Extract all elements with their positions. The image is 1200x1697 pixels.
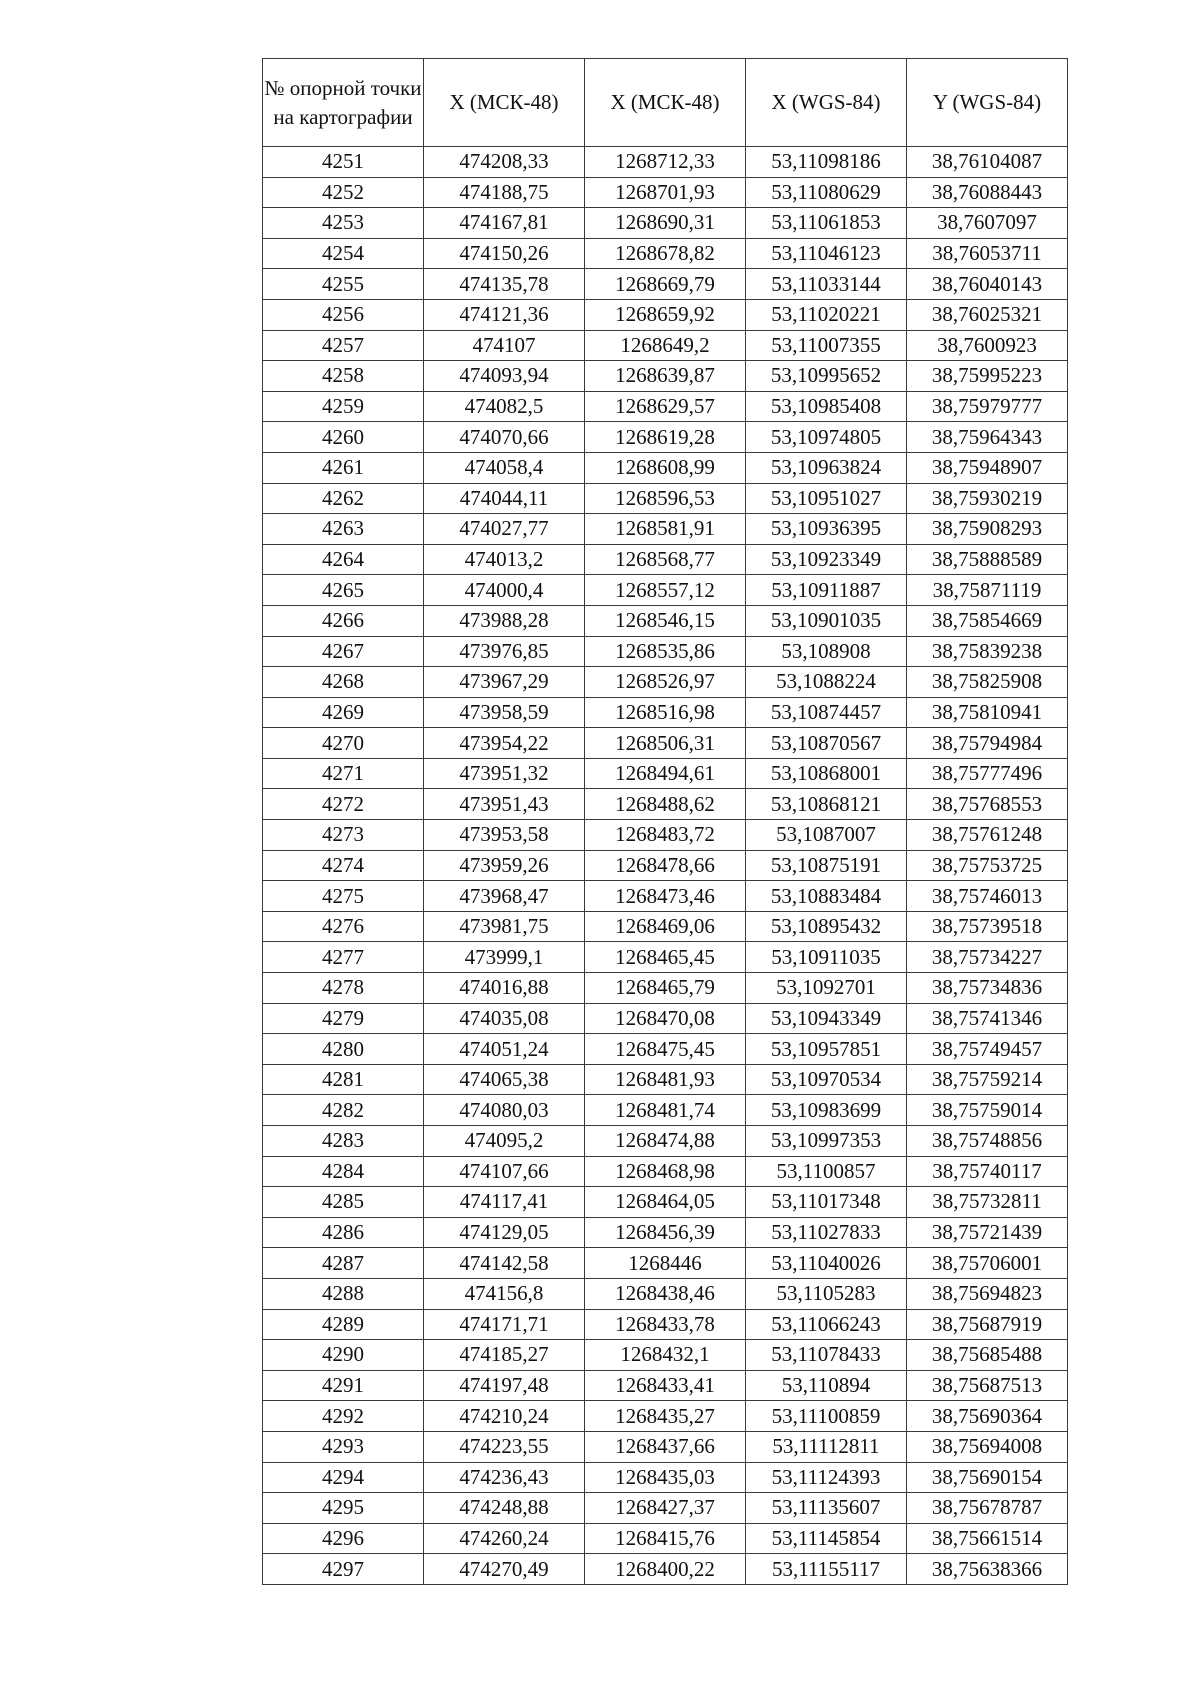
cell-point-number: 4285 <box>263 1187 424 1218</box>
cell-point-number: 4274 <box>263 850 424 881</box>
table-row <box>263 728 1068 759</box>
cell-x-wgs84: 53,11046123 <box>746 238 907 269</box>
cell-y-wgs84: 38,75888589 <box>907 544 1068 575</box>
cell-y-wgs84: 38,76053711 <box>907 238 1068 269</box>
cell-y-wgs84: 38,75741346 <box>907 1003 1068 1034</box>
cell-x-msk48: 474223,55 <box>424 1431 585 1462</box>
cell-x-msk48-second: 1268433,78 <box>585 1309 746 1340</box>
table-row <box>263 391 1068 422</box>
cell-point-number: 4278 <box>263 973 424 1004</box>
cell-x-msk48: 474210,24 <box>424 1401 585 1432</box>
cell-point-number: 4289 <box>263 1309 424 1340</box>
cell-x-wgs84: 53,11100859 <box>746 1401 907 1432</box>
cell-y-wgs84: 38,75948907 <box>907 452 1068 483</box>
cell-x-wgs84: 53,11017348 <box>746 1187 907 1218</box>
cell-point-number: 4255 <box>263 269 424 300</box>
cell-point-number: 4286 <box>263 1217 424 1248</box>
cell-point-number: 4259 <box>263 391 424 422</box>
cell-point-number: 4280 <box>263 1034 424 1065</box>
table-row <box>263 1278 1068 1309</box>
cell-x-wgs84: 53,11033144 <box>746 269 907 300</box>
table-row <box>263 1156 1068 1187</box>
table-row <box>263 1095 1068 1126</box>
cell-point-number: 4291 <box>263 1370 424 1401</box>
table-row <box>263 1493 1068 1524</box>
cell-x-msk48-second: 1268629,57 <box>585 391 746 422</box>
cell-x-wgs84: 53,11080629 <box>746 177 907 208</box>
cell-y-wgs84: 38,75685488 <box>907 1340 1068 1371</box>
cell-x-msk48: 474000,4 <box>424 575 585 606</box>
table-row <box>263 820 1068 851</box>
cell-x-msk48: 474016,88 <box>424 973 585 1004</box>
table-row <box>263 911 1068 942</box>
cell-x-msk48: 474107 <box>424 330 585 361</box>
cell-x-msk48: 474027,77 <box>424 514 585 545</box>
cell-x-msk48: 473976,85 <box>424 636 585 667</box>
cell-x-msk48-second: 1268659,92 <box>585 299 746 330</box>
table-row <box>263 514 1068 545</box>
cell-x-msk48: 474051,24 <box>424 1034 585 1065</box>
table-row <box>263 697 1068 728</box>
cell-point-number: 4279 <box>263 1003 424 1034</box>
cell-y-wgs84: 38,76104087 <box>907 147 1068 178</box>
cell-y-wgs84: 38,75810941 <box>907 697 1068 728</box>
cell-y-wgs84: 38,75638366 <box>907 1554 1068 1585</box>
cell-x-wgs84: 53,11124393 <box>746 1462 907 1493</box>
cell-y-wgs84: 38,75908293 <box>907 514 1068 545</box>
cell-x-msk48-second: 1268712,33 <box>585 147 746 178</box>
cell-x-msk48-second: 1268568,77 <box>585 544 746 575</box>
cell-x-msk48-second: 1268488,62 <box>585 789 746 820</box>
cell-x-msk48-second: 1268483,72 <box>585 820 746 851</box>
cell-x-wgs84: 53,11155117 <box>746 1554 907 1585</box>
cell-x-wgs84: 53,10883484 <box>746 881 907 912</box>
cell-x-msk48-second: 1268639,87 <box>585 361 746 392</box>
cell-x-msk48: 474093,94 <box>424 361 585 392</box>
cell-y-wgs84: 38,75706001 <box>907 1248 1068 1279</box>
cell-x-wgs84: 53,10901035 <box>746 605 907 636</box>
cell-point-number: 4252 <box>263 177 424 208</box>
cell-x-msk48-second: 1268494,61 <box>585 758 746 789</box>
cell-x-wgs84: 53,11007355 <box>746 330 907 361</box>
cell-x-wgs84: 53,10951027 <box>746 483 907 514</box>
cell-y-wgs84: 38,75687513 <box>907 1370 1068 1401</box>
cell-x-msk48-second: 1268432,1 <box>585 1340 746 1371</box>
cell-point-number: 4262 <box>263 483 424 514</box>
cell-x-msk48: 474248,88 <box>424 1493 585 1524</box>
cell-y-wgs84: 38,76025321 <box>907 299 1068 330</box>
cell-x-wgs84: 53,10895432 <box>746 911 907 942</box>
cell-x-msk48: 473953,58 <box>424 820 585 851</box>
cell-x-wgs84: 53,11020221 <box>746 299 907 330</box>
cell-x-wgs84: 53,10997353 <box>746 1126 907 1157</box>
cell-y-wgs84: 38,75734836 <box>907 973 1068 1004</box>
cell-point-number: 4263 <box>263 514 424 545</box>
cell-y-wgs84: 38,75748856 <box>907 1126 1068 1157</box>
table-row <box>263 789 1068 820</box>
cell-x-wgs84: 53,1105283 <box>746 1278 907 1309</box>
cell-x-wgs84: 53,1092701 <box>746 973 907 1004</box>
cell-x-msk48: 473999,1 <box>424 942 585 973</box>
cell-x-msk48: 474080,03 <box>424 1095 585 1126</box>
cell-x-msk48-second: 1268427,37 <box>585 1493 746 1524</box>
cell-x-msk48-second: 1268435,03 <box>585 1462 746 1493</box>
table-row <box>263 636 1068 667</box>
table-row <box>263 1523 1068 1554</box>
header-x-wgs84: X (WGS-84) <box>746 59 907 147</box>
cell-x-msk48: 474065,38 <box>424 1064 585 1095</box>
cell-y-wgs84: 38,75854669 <box>907 605 1068 636</box>
cell-y-wgs84: 38,75661514 <box>907 1523 1068 1554</box>
cell-y-wgs84: 38,75739518 <box>907 911 1068 942</box>
cell-y-wgs84: 38,75825908 <box>907 667 1068 698</box>
cell-x-msk48: 473959,26 <box>424 850 585 881</box>
cell-x-wgs84: 53,10970534 <box>746 1064 907 1095</box>
cell-x-msk48: 473951,32 <box>424 758 585 789</box>
cell-y-wgs84: 38,75794984 <box>907 728 1068 759</box>
cell-y-wgs84: 38,76088443 <box>907 177 1068 208</box>
cell-point-number: 4275 <box>263 881 424 912</box>
cell-y-wgs84: 38,75694008 <box>907 1431 1068 1462</box>
cell-x-msk48-second: 1268478,66 <box>585 850 746 881</box>
table-row <box>263 422 1068 453</box>
cell-x-msk48: 474188,75 <box>424 177 585 208</box>
cell-x-wgs84: 53,10868001 <box>746 758 907 789</box>
cell-x-msk48-second: 1268468,98 <box>585 1156 746 1187</box>
table-body <box>263 147 1068 1585</box>
table-row <box>263 177 1068 208</box>
cell-x-msk48: 474058,4 <box>424 452 585 483</box>
cell-point-number: 4257 <box>263 330 424 361</box>
header-x-msk48: X (МСК-48) <box>424 59 585 147</box>
cell-point-number: 4271 <box>263 758 424 789</box>
table-row <box>263 1554 1068 1585</box>
table-row <box>263 605 1068 636</box>
cell-y-wgs84: 38,75694823 <box>907 1278 1068 1309</box>
cell-x-msk48-second: 1268481,74 <box>585 1095 746 1126</box>
cell-x-msk48: 473967,29 <box>424 667 585 698</box>
cell-x-msk48: 473951,43 <box>424 789 585 820</box>
cell-x-wgs84: 53,10995652 <box>746 361 907 392</box>
table-row <box>263 269 1068 300</box>
cell-x-wgs84: 53,10985408 <box>746 391 907 422</box>
table-row <box>263 667 1068 698</box>
table-row <box>263 1462 1068 1493</box>
cell-x-msk48-second: 1268581,91 <box>585 514 746 545</box>
table-row <box>263 544 1068 575</box>
cell-x-msk48: 474129,05 <box>424 1217 585 1248</box>
cell-y-wgs84: 38,75761248 <box>907 820 1068 851</box>
cell-point-number: 4256 <box>263 299 424 330</box>
table-row <box>263 942 1068 973</box>
cell-x-msk48: 474171,71 <box>424 1309 585 1340</box>
table-row <box>263 1187 1068 1218</box>
header-y-wgs84: Y (WGS-84) <box>907 59 1068 147</box>
cell-x-msk48-second: 1268400,22 <box>585 1554 746 1585</box>
cell-x-msk48: 473954,22 <box>424 728 585 759</box>
cell-x-wgs84: 53,10911035 <box>746 942 907 973</box>
cell-x-msk48-second: 1268516,98 <box>585 697 746 728</box>
header-point-number: № опорной точки на картографии <box>263 59 424 147</box>
cell-point-number: 4273 <box>263 820 424 851</box>
cell-x-msk48-second: 1268435,27 <box>585 1401 746 1432</box>
table-row <box>263 361 1068 392</box>
table-row <box>263 1309 1068 1340</box>
cell-y-wgs84: 38,75749457 <box>907 1034 1068 1065</box>
cell-x-msk48-second: 1268456,39 <box>585 1217 746 1248</box>
cell-x-wgs84: 53,10957851 <box>746 1034 907 1065</box>
cell-y-wgs84: 38,75690364 <box>907 1401 1068 1432</box>
cell-y-wgs84: 38,75768553 <box>907 789 1068 820</box>
cell-point-number: 4284 <box>263 1156 424 1187</box>
cell-y-wgs84: 38,75759214 <box>907 1064 1068 1095</box>
cell-y-wgs84: 38,75930219 <box>907 483 1068 514</box>
cell-point-number: 4277 <box>263 942 424 973</box>
cell-x-msk48: 474260,24 <box>424 1523 585 1554</box>
cell-x-wgs84: 53,11061853 <box>746 208 907 239</box>
cell-y-wgs84: 38,75979777 <box>907 391 1068 422</box>
table-row <box>263 483 1068 514</box>
cell-x-msk48-second: 1268470,08 <box>585 1003 746 1034</box>
cell-x-msk48-second: 1268433,41 <box>585 1370 746 1401</box>
cell-x-msk48: 474135,78 <box>424 269 585 300</box>
cell-x-wgs84: 53,10911887 <box>746 575 907 606</box>
cell-point-number: 4265 <box>263 575 424 606</box>
cell-point-number: 4276 <box>263 911 424 942</box>
cell-x-msk48: 473968,47 <box>424 881 585 912</box>
cell-x-msk48: 474044,11 <box>424 483 585 514</box>
cell-x-wgs84: 53,10874457 <box>746 697 907 728</box>
cell-y-wgs84: 38,75734227 <box>907 942 1068 973</box>
cell-x-wgs84: 53,10868121 <box>746 789 907 820</box>
cell-x-msk48-second: 1268701,93 <box>585 177 746 208</box>
table-row <box>263 1370 1068 1401</box>
table-row <box>263 330 1068 361</box>
cell-x-msk48: 474035,08 <box>424 1003 585 1034</box>
cell-x-wgs84: 53,10870567 <box>746 728 907 759</box>
cell-x-msk48-second: 1268465,45 <box>585 942 746 973</box>
cell-x-msk48: 474107,66 <box>424 1156 585 1187</box>
cell-point-number: 4251 <box>263 147 424 178</box>
table-header <box>263 59 1068 147</box>
cell-x-msk48: 474095,2 <box>424 1126 585 1157</box>
cell-x-msk48-second: 1268506,31 <box>585 728 746 759</box>
cell-x-wgs84: 53,11040026 <box>746 1248 907 1279</box>
cell-x-msk48: 474121,36 <box>424 299 585 330</box>
cell-x-msk48-second: 1268690,31 <box>585 208 746 239</box>
cell-x-msk48: 474208,33 <box>424 147 585 178</box>
table-row <box>263 1401 1068 1432</box>
cell-x-msk48: 474070,66 <box>424 422 585 453</box>
cell-point-number: 4272 <box>263 789 424 820</box>
cell-x-msk48-second: 1268437,66 <box>585 1431 746 1462</box>
cell-x-wgs84: 53,110894 <box>746 1370 907 1401</box>
cell-point-number: 4295 <box>263 1493 424 1524</box>
cell-x-msk48-second: 1268678,82 <box>585 238 746 269</box>
table-row <box>263 1248 1068 1279</box>
cell-point-number: 4292 <box>263 1401 424 1432</box>
cell-x-wgs84: 53,10943349 <box>746 1003 907 1034</box>
cell-y-wgs84: 38,75721439 <box>907 1217 1068 1248</box>
cell-y-wgs84: 38,7600923 <box>907 330 1068 361</box>
cell-x-msk48: 473981,75 <box>424 911 585 942</box>
cell-y-wgs84: 38,75732811 <box>907 1187 1068 1218</box>
cell-x-msk48-second: 1268669,79 <box>585 269 746 300</box>
cell-x-msk48-second: 1268526,97 <box>585 667 746 698</box>
cell-x-wgs84: 53,11112811 <box>746 1431 907 1462</box>
cell-y-wgs84: 38,75871119 <box>907 575 1068 606</box>
cell-y-wgs84: 38,76040143 <box>907 269 1068 300</box>
cell-x-msk48-second: 1268464,05 <box>585 1187 746 1218</box>
table-row <box>263 208 1068 239</box>
cell-point-number: 4254 <box>263 238 424 269</box>
cell-point-number: 4293 <box>263 1431 424 1462</box>
cell-point-number: 4283 <box>263 1126 424 1157</box>
cell-y-wgs84: 38,75746013 <box>907 881 1068 912</box>
cell-point-number: 4290 <box>263 1340 424 1371</box>
cell-point-number: 4264 <box>263 544 424 575</box>
table-row <box>263 575 1068 606</box>
table-row <box>263 1034 1068 1065</box>
table-row <box>263 238 1068 269</box>
table-row <box>263 973 1068 1004</box>
cell-x-msk48: 474013,2 <box>424 544 585 575</box>
table-row <box>263 452 1068 483</box>
cell-point-number: 4266 <box>263 605 424 636</box>
cell-y-wgs84: 38,75690154 <box>907 1462 1068 1493</box>
cell-x-msk48-second: 1268546,15 <box>585 605 746 636</box>
table-row <box>263 1340 1068 1371</box>
cell-x-msk48-second: 1268474,88 <box>585 1126 746 1157</box>
table-row <box>263 1126 1068 1157</box>
cell-x-wgs84: 53,11145854 <box>746 1523 907 1554</box>
table-row <box>263 881 1068 912</box>
cell-x-wgs84: 53,10983699 <box>746 1095 907 1126</box>
cell-x-wgs84: 53,11066243 <box>746 1309 907 1340</box>
cell-x-wgs84: 53,10875191 <box>746 850 907 881</box>
cell-point-number: 4269 <box>263 697 424 728</box>
cell-point-number: 4282 <box>263 1095 424 1126</box>
cell-point-number: 4294 <box>263 1462 424 1493</box>
cell-x-wgs84: 53,11078433 <box>746 1340 907 1371</box>
cell-point-number: 4270 <box>263 728 424 759</box>
cell-y-wgs84: 38,75839238 <box>907 636 1068 667</box>
cell-point-number: 4267 <box>263 636 424 667</box>
cell-x-wgs84: 53,10963824 <box>746 452 907 483</box>
cell-x-msk48-second: 1268649,2 <box>585 330 746 361</box>
cell-x-msk48: 474142,58 <box>424 1248 585 1279</box>
cell-point-number: 4268 <box>263 667 424 698</box>
cell-x-msk48-second: 1268608,99 <box>585 452 746 483</box>
coordinates-table <box>262 58 1068 1585</box>
cell-y-wgs84: 38,75687919 <box>907 1309 1068 1340</box>
header-row <box>263 59 1068 147</box>
cell-y-wgs84: 38,75777496 <box>907 758 1068 789</box>
cell-point-number: 4261 <box>263 452 424 483</box>
cell-point-number: 4253 <box>263 208 424 239</box>
cell-x-wgs84: 53,10974805 <box>746 422 907 453</box>
header-x-msk48-second: X (МСК-48) <box>585 59 746 147</box>
cell-x-msk48-second: 1268438,46 <box>585 1278 746 1309</box>
cell-x-msk48: 474156,8 <box>424 1278 585 1309</box>
cell-x-msk48: 474167,81 <box>424 208 585 239</box>
cell-y-wgs84: 38,75995223 <box>907 361 1068 392</box>
cell-point-number: 4258 <box>263 361 424 392</box>
cell-x-msk48-second: 1268481,93 <box>585 1064 746 1095</box>
cell-x-msk48-second: 1268596,53 <box>585 483 746 514</box>
cell-x-msk48: 474236,43 <box>424 1462 585 1493</box>
cell-x-msk48-second: 1268465,79 <box>585 973 746 1004</box>
cell-x-wgs84: 53,10936395 <box>746 514 907 545</box>
cell-point-number: 4260 <box>263 422 424 453</box>
cell-x-msk48: 474117,41 <box>424 1187 585 1218</box>
cell-x-msk48: 474185,27 <box>424 1340 585 1371</box>
cell-x-wgs84: 53,11098186 <box>746 147 907 178</box>
table-row <box>263 850 1068 881</box>
cell-x-msk48-second: 1268535,86 <box>585 636 746 667</box>
cell-point-number: 4288 <box>263 1278 424 1309</box>
cell-x-msk48: 473988,28 <box>424 605 585 636</box>
cell-x-msk48-second: 1268473,46 <box>585 881 746 912</box>
cell-y-wgs84: 38,75964343 <box>907 422 1068 453</box>
cell-x-wgs84: 53,108908 <box>746 636 907 667</box>
cell-x-wgs84: 53,10923349 <box>746 544 907 575</box>
cell-x-msk48-second: 1268415,76 <box>585 1523 746 1554</box>
table-row <box>263 1064 1068 1095</box>
cell-y-wgs84: 38,75740117 <box>907 1156 1068 1187</box>
table-row <box>263 1217 1068 1248</box>
cell-point-number: 4296 <box>263 1523 424 1554</box>
table-row <box>263 147 1068 178</box>
cell-x-msk48-second: 1268619,28 <box>585 422 746 453</box>
table-row <box>263 299 1068 330</box>
cell-point-number: 4281 <box>263 1064 424 1095</box>
cell-point-number: 4297 <box>263 1554 424 1585</box>
cell-x-msk48: 473958,59 <box>424 697 585 728</box>
cell-x-msk48: 474197,48 <box>424 1370 585 1401</box>
cell-y-wgs84: 38,75753725 <box>907 850 1068 881</box>
cell-x-wgs84: 53,11135607 <box>746 1493 907 1524</box>
cell-x-msk48-second: 1268557,12 <box>585 575 746 606</box>
cell-x-msk48-second: 1268469,06 <box>585 911 746 942</box>
cell-x-wgs84: 53,11027833 <box>746 1217 907 1248</box>
cell-y-wgs84: 38,75759014 <box>907 1095 1068 1126</box>
cell-y-wgs84: 38,7607097 <box>907 208 1068 239</box>
table-row <box>263 758 1068 789</box>
table-row <box>263 1003 1068 1034</box>
cell-x-wgs84: 53,1087007 <box>746 820 907 851</box>
cell-x-wgs84: 53,1100857 <box>746 1156 907 1187</box>
cell-x-wgs84: 53,1088224 <box>746 667 907 698</box>
cell-y-wgs84: 38,75678787 <box>907 1493 1068 1524</box>
cell-x-msk48: 474150,26 <box>424 238 585 269</box>
table-row <box>263 1431 1068 1462</box>
cell-x-msk48: 474082,5 <box>424 391 585 422</box>
cell-x-msk48-second: 1268446 <box>585 1248 746 1279</box>
cell-point-number: 4287 <box>263 1248 424 1279</box>
cell-x-msk48-second: 1268475,45 <box>585 1034 746 1065</box>
cell-x-msk48: 474270,49 <box>424 1554 585 1585</box>
